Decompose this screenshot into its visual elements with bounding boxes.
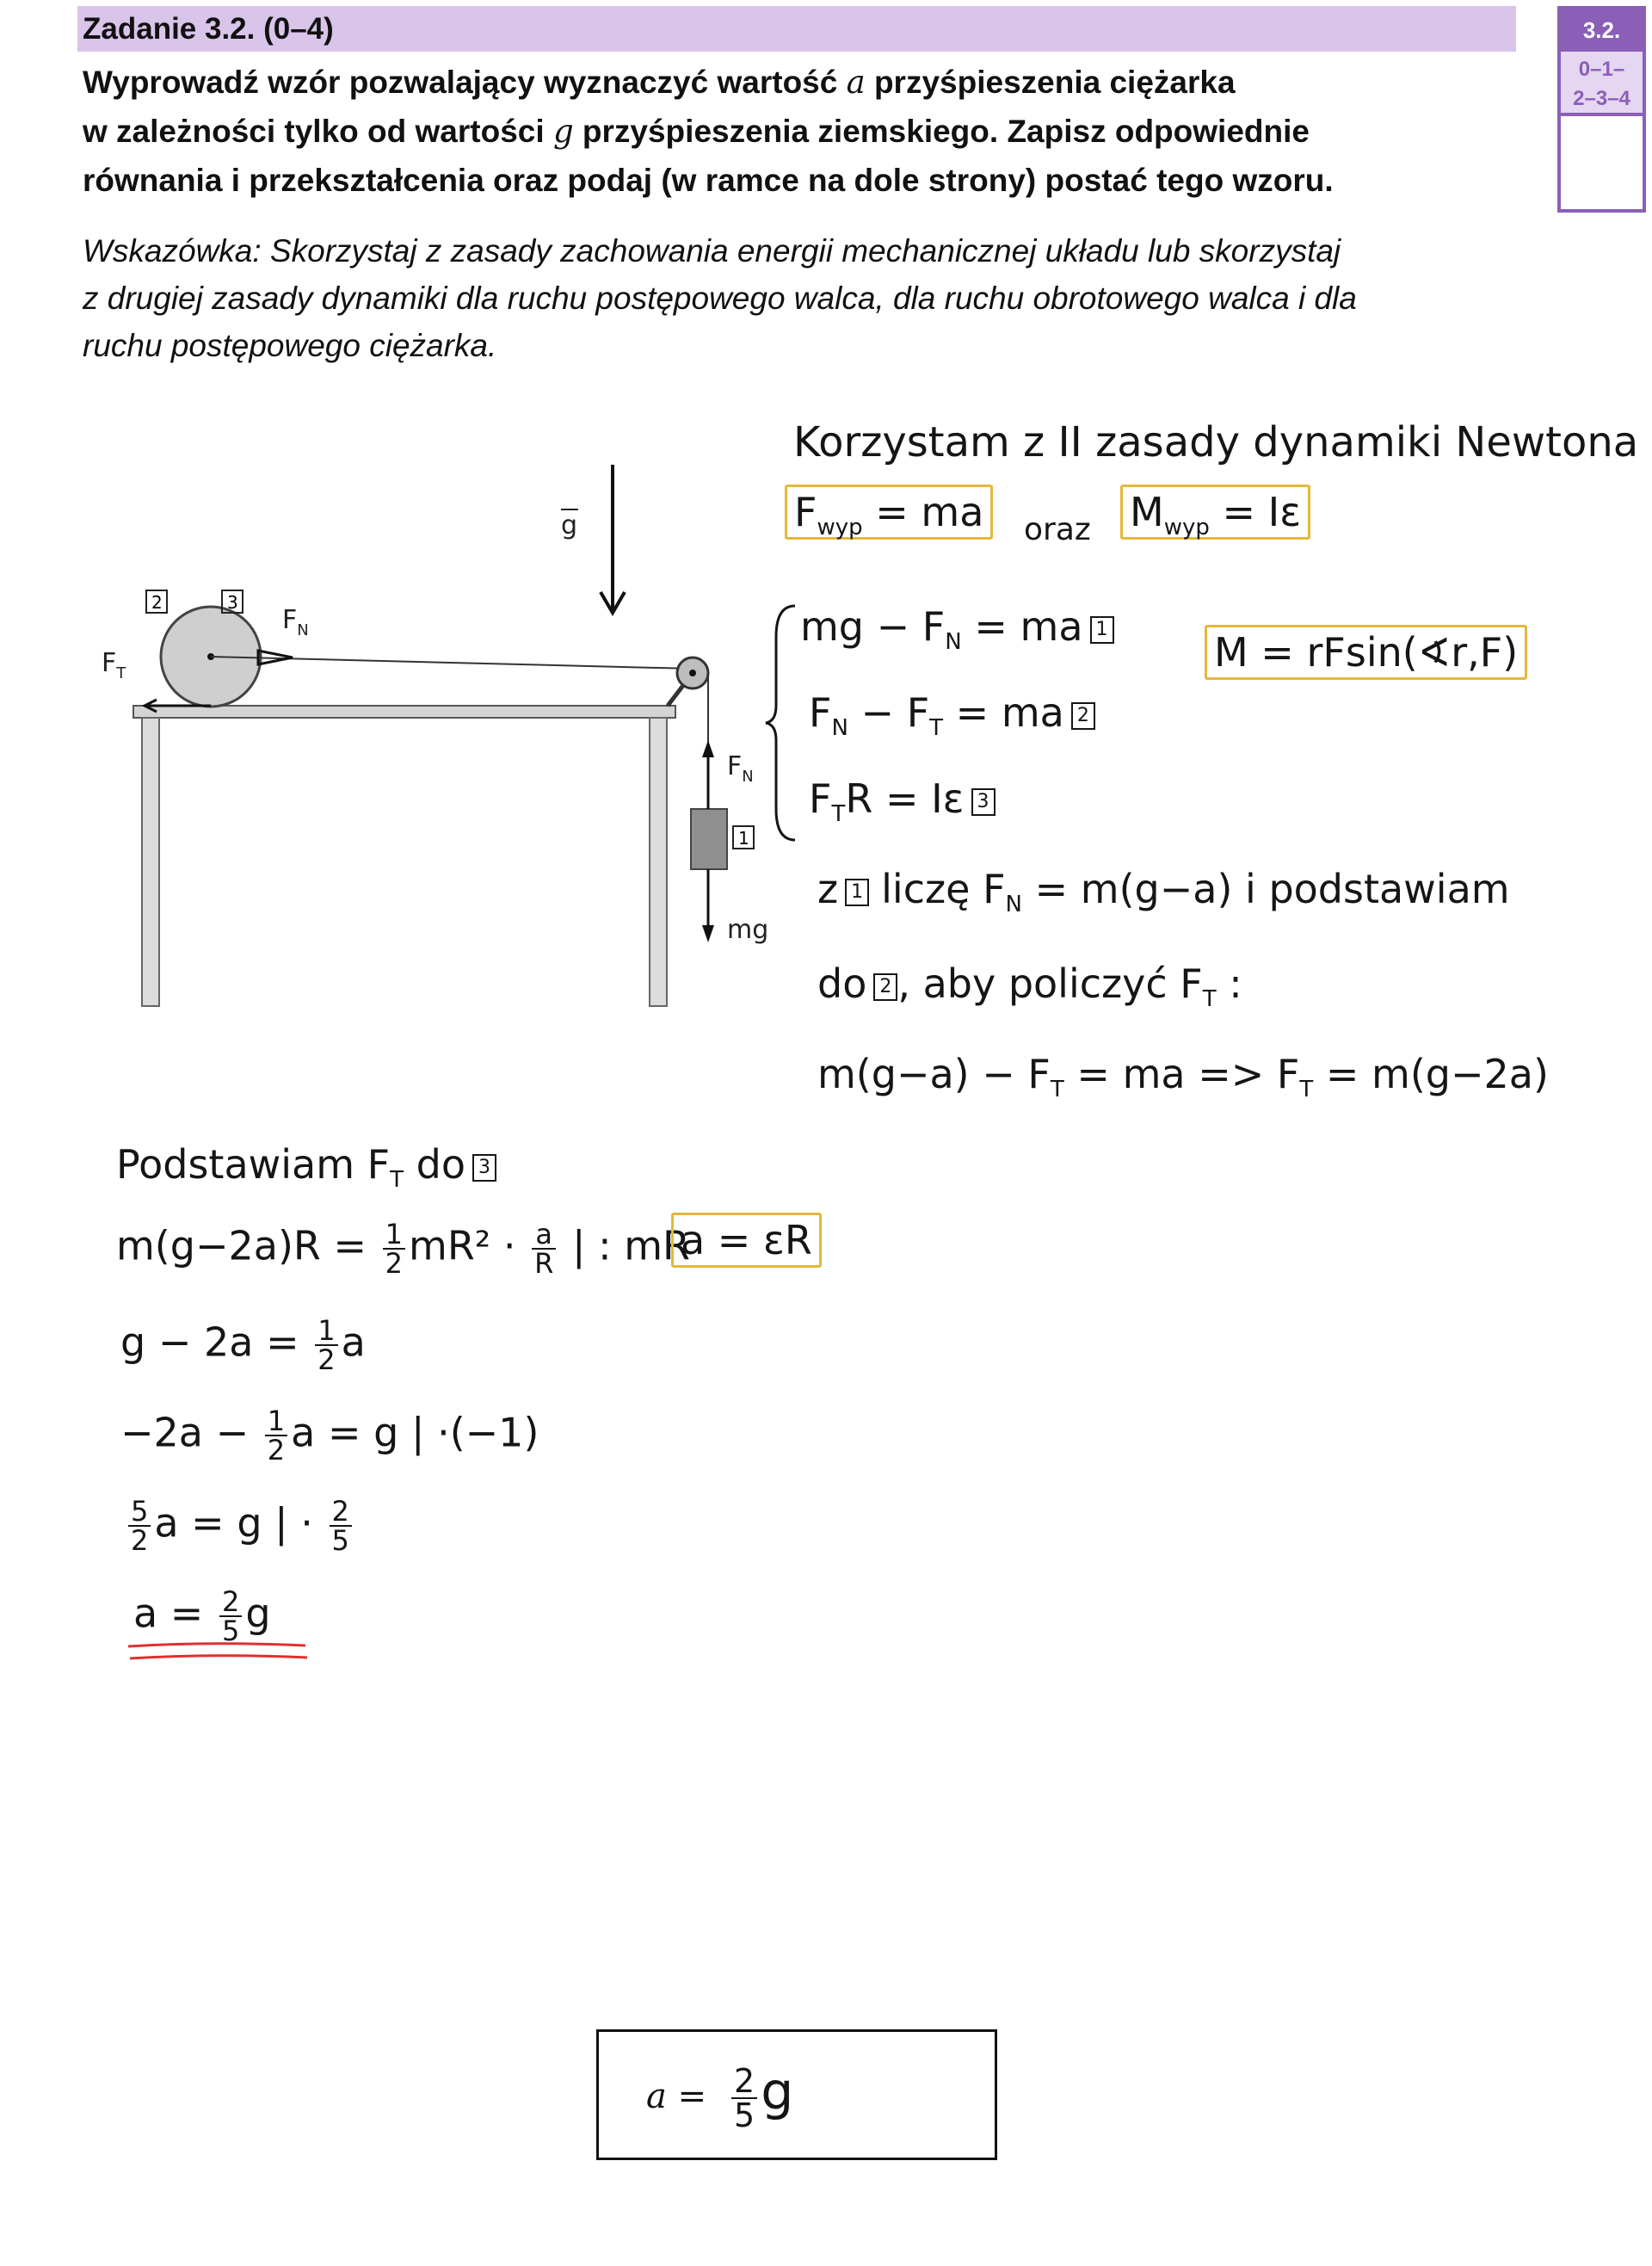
sub-intro-sub: T: [390, 1167, 404, 1194]
step3-sub: T: [1050, 1077, 1064, 1103]
d5-lhs: a =: [133, 1590, 216, 1637]
d1-rhs: | : mR: [559, 1222, 690, 1269]
equation-1: [800, 603, 1114, 656]
d2-rhs: a: [341, 1318, 366, 1366]
d4-frac-den: 2: [131, 1524, 149, 1557]
hint-line-3: ruchu postępowego ciężarka.: [83, 328, 497, 363]
eq2-rhs: = ma: [943, 689, 1064, 736]
eq2-number: 2: [1071, 702, 1095, 730]
step2-b: , aby policzyć F: [897, 960, 1203, 1007]
eq2-mid: − F: [848, 689, 930, 736]
step1-sub: N: [1005, 892, 1022, 918]
score-box: [1557, 6, 1646, 213]
eq1-rhs: = ma: [961, 603, 1083, 650]
answer-prefix: a =: [646, 2077, 707, 2116]
derivation-step-4: [125, 1495, 355, 1557]
d5-fraction: [219, 1585, 242, 1647]
label-box-1-text: 1: [738, 828, 749, 849]
eq2-lhs: F: [809, 689, 832, 736]
sub-intro-b: do: [404, 1141, 465, 1188]
d1-fraction: [383, 1218, 405, 1280]
step2-c: :: [1216, 960, 1242, 1007]
d2-lhs: g − 2a =: [120, 1318, 312, 1366]
eq3-number: 3: [971, 788, 996, 816]
torque-definition-text: M = rFsin(∢r,F): [1205, 625, 1527, 680]
label-box-3-text: 3: [227, 592, 238, 613]
instruction-line-1: [83, 58, 1236, 107]
table-leg-right: [650, 718, 667, 1006]
task-title: Zadanie 3.2. (0–4): [77, 6, 1516, 52]
eq2-sub: N: [831, 715, 848, 742]
angular-relation-text: a = εR: [671, 1213, 822, 1268]
instruction-variable: a: [846, 64, 866, 101]
equation-2: [809, 689, 1095, 742]
eq3-lhs: F: [809, 775, 832, 822]
law2-rhs: = Iε: [1209, 489, 1302, 535]
step-3: [817, 1051, 1549, 1103]
d5-frac-den: 5: [221, 1615, 240, 1647]
d1-frac2-num: a: [532, 1220, 556, 1250]
step2-number: 2: [873, 973, 897, 1001]
law-conjunction: oraz: [1024, 512, 1091, 547]
score-entry-field[interactable]: [1561, 116, 1643, 208]
eq1-lhs: mg − F: [800, 603, 946, 650]
derivation-step-2: [120, 1314, 366, 1376]
law-rotational: [1120, 489, 1310, 541]
d4-fraction-2: [330, 1495, 352, 1557]
hanging-weight: [691, 809, 727, 869]
derivation-result: [133, 1585, 271, 1647]
d5-rhs: g: [245, 1590, 271, 1637]
eq2-sub2: T: [929, 715, 944, 742]
d4-frac-num: 5: [128, 1497, 151, 1527]
eq3-sub: T: [831, 801, 846, 828]
hint-line-1: Wskazówka: Skorzystaj z zasady zachowania energii mechanicznej układu lub skorzystaj: [83, 233, 1341, 269]
d3-lhs: −2a −: [120, 1409, 262, 1456]
derivation-step-1: [116, 1218, 690, 1280]
label-box-2-text: 2: [151, 592, 163, 613]
weight-force-arrow-head: [702, 925, 714, 942]
eq1-number: 1: [1090, 616, 1114, 644]
weight-force-label: mg: [727, 915, 769, 945]
d1-lhs: m(g−2a)R =: [116, 1222, 379, 1269]
instruction-text: w zależności tylko od wartości: [83, 114, 553, 149]
sub-intro-number: 3: [472, 1154, 496, 1182]
d2-fraction: [315, 1314, 337, 1376]
instruction-text: przyśpieszenia ciężarka: [865, 65, 1236, 100]
angular-relation: [671, 1217, 822, 1263]
law1-rhs: = ma: [862, 489, 984, 535]
pulley-axis: [689, 670, 696, 676]
d3-frac-den: 2: [267, 1434, 286, 1466]
step-1: [817, 866, 1510, 918]
d4-frac2-den: 5: [331, 1524, 349, 1557]
solution-intro: Korzystam z II zasady dynamiki Newtona: [793, 418, 1639, 466]
equation-3: [809, 775, 996, 828]
equation-system-brace: [764, 602, 798, 843]
law-translational: [785, 489, 993, 541]
eq1-sub: N: [945, 629, 962, 656]
step1-b: liczę F: [881, 866, 1006, 912]
answer-value: [728, 2061, 794, 2134]
answer-frac-den: 5: [734, 2096, 755, 2134]
d3-frac-num: 1: [265, 1407, 287, 1436]
law2-symbol: M: [1130, 489, 1164, 535]
gravity-label: g: [561, 510, 578, 540]
physics-diagram: [86, 448, 792, 1016]
score-points: [1561, 52, 1643, 116]
d1-mid: mR² ·: [409, 1222, 529, 1269]
torque-definition: [1205, 629, 1527, 676]
instruction-text: Wyprowadź wzór pozwalający wyznaczyć wartość: [83, 65, 847, 100]
step2-sub: T: [1202, 986, 1217, 1013]
score-points-line2: 2–3–4: [1573, 87, 1630, 110]
d4-frac2-num: 2: [330, 1497, 352, 1527]
answer-frac-num: 2: [731, 2065, 757, 2099]
substitution-intro: [116, 1141, 496, 1194]
instruction-line-3: równania i przekształcenia oraz podaj (w ramce na dole strony) postać tego wzoru.: [83, 163, 1334, 198]
d2-frac-den: 2: [317, 1343, 336, 1376]
step1-number: 1: [845, 879, 869, 906]
instruction-line-2: [83, 107, 1310, 156]
d5-frac-num: 2: [219, 1588, 242, 1617]
law1-symbol: F: [794, 489, 817, 535]
instruction-text: przyśpieszenia ziemskiego. Zapisz odpowiednie: [573, 114, 1310, 149]
eq3-rhs: R = Iε: [845, 775, 965, 822]
d2-frac-num: 1: [315, 1317, 337, 1346]
step3-b: = ma => F: [1063, 1051, 1300, 1097]
d4-fraction: [128, 1495, 151, 1557]
tension-force-label: $F_N$: [282, 605, 309, 639]
score-points-line1: 0–1–: [1578, 58, 1625, 81]
d1-frac2-den: R: [534, 1247, 554, 1280]
step1-c: = m(g−a) i podstawiam: [1022, 866, 1510, 912]
step1-a: z: [817, 866, 839, 912]
answer-var: g: [761, 2061, 794, 2122]
d3-rhs: a = g | ·(−1): [291, 1409, 539, 1456]
step3-a: m(g−a) − F: [817, 1051, 1051, 1097]
law2-sub: wyp: [1163, 515, 1210, 541]
answer-box[interactable]: [596, 2029, 997, 2160]
sub-intro-a: Podstawiam F: [116, 1141, 391, 1188]
weight-tension-arrow-head: [702, 740, 714, 757]
step2-a: do: [817, 960, 867, 1007]
step-2: [817, 960, 1242, 1013]
derivation-step-3: [120, 1407, 539, 1464]
weight-tension-label: $F_N$: [727, 751, 754, 786]
result-double-underline: [125, 1639, 314, 1665]
d3-fraction: [265, 1407, 287, 1464]
friction-force-label: $F_T$: [102, 648, 126, 682]
d1-frac-num: 1: [383, 1220, 405, 1250]
answer-fraction: [731, 2062, 757, 2134]
hint-line-2: z drugiej zasady dynamiki dla ruchu postępowego walca, dla ruchu obrotowego walca i dla: [83, 281, 1357, 316]
d4-mid: a = g | ·: [154, 1499, 326, 1547]
table-leg-left: [142, 718, 159, 1006]
score-label: 3.2.: [1561, 9, 1643, 52]
instruction-variable: g: [552, 113, 574, 150]
step3-c: = m(g−2a): [1313, 1051, 1549, 1097]
d1-fraction-2: [532, 1218, 556, 1280]
step3-sub2: T: [1299, 1077, 1314, 1103]
d1-frac-den: 2: [385, 1247, 404, 1280]
law1-sub: wyp: [817, 515, 863, 541]
